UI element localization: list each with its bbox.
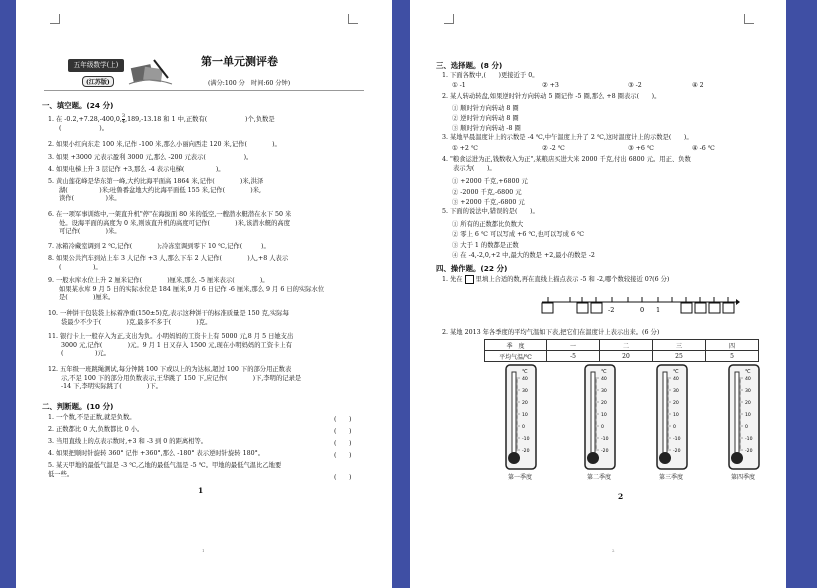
- question-6-line-b: 处。设海平面的高度为 0 米,则该直升机的高度可记作( )米,该潜水艇的高度: [59, 219, 291, 227]
- answer-box: [681, 303, 692, 313]
- question-9-line-b: 如果某水库 9 月 5 日的实际水位是 184 厘米,9 月 6 日记作 -6 厘米,那么 9 月 6 日的实际水位: [59, 285, 325, 293]
- edition-label: (江苏版): [82, 76, 114, 87]
- thermometer-unit: ℃: [745, 369, 751, 375]
- judge-5-line-a: 5. 某天甲地的最低气温是 -3 ℃,乙地的最低气温是 -5 ℃。甲地的最低气温比乙地要: [48, 462, 282, 469]
- thermometer-bulb: [659, 452, 671, 464]
- tick-label-0: 0: [640, 306, 645, 314]
- question-4: 4. 如果电梯上升 3 层记作 +3,那么 -4 表示电梯( )。: [48, 166, 225, 173]
- choice-5: 5. 下面的说法中,错误的是( )。: [442, 208, 539, 215]
- judge-3: 3. 当用直线上的点表示数时,+3 和 -3 到 0 的距离相等。: [48, 438, 208, 445]
- thermometer-tick-label: 10: [522, 413, 528, 418]
- table-cell: 平均气温/℃: [485, 351, 547, 362]
- thermometer-1: [505, 364, 539, 476]
- table-header-cell: 三: [653, 340, 706, 351]
- choice-3-option-3: ③ +6 ℃: [628, 145, 654, 152]
- section-choice: 三、选择题。(8 分): [436, 61, 503, 70]
- choice-2-option-3: ③ 顺时针方向转动 -8 圈: [452, 125, 521, 132]
- thermometer-tick-label: -20: [522, 449, 530, 454]
- answer-paren: ( ): [334, 428, 352, 435]
- thermometer-unit: ℃: [522, 369, 528, 375]
- thermometer-bulb: [587, 452, 599, 464]
- answer-box: [591, 303, 602, 313]
- question-11-line-b: 3000 元,记作( )元。9 月 1 日又存入 1500 元,现在小明妈妈的工资卡上有: [61, 341, 293, 349]
- thermometer-tick-label: -20: [745, 449, 753, 454]
- tick-label-1: 1: [656, 306, 661, 314]
- fraction-numerator: 3: [121, 113, 126, 119]
- section-fill-in: 一、填空题。(24 分): [42, 101, 114, 110]
- thermometer-tick-label: -10: [522, 437, 530, 442]
- choice-4-option-1: ① +2000 千克,+6800 元: [452, 178, 528, 185]
- page-title: 第一单元测评卷: [201, 55, 278, 68]
- operation-2: 2. 某地 2013 年各季度的平均气温如下表,把它们在温度计上表示出来。(6 分): [442, 329, 660, 336]
- choice-5-option-4: ④ 在 -4,-2,0,+2 中,最大的数是 +2,最小的数是 -2: [452, 252, 595, 259]
- book-pencil-illustration: [124, 58, 174, 88]
- question-8-line-a: 8. 如果公共汽车到站上车 3 人记作 +3 人,那么下车 2 人记作( )人,+8 人表示: [48, 255, 289, 262]
- question-1-text-a: 1. 在 -0.2,+7.28,-400,0,: [48, 116, 122, 123]
- judge-5: [48, 462, 366, 479]
- question-11-line-a: 11. 银行卡上一般存入为正,支出为负。小明妈妈的工资卡上有 5000 元,8 月 5 日她支出: [48, 333, 294, 340]
- page-1: [16, 0, 392, 588]
- number-line: [540, 292, 740, 316]
- fraction-denominator: 4: [121, 119, 126, 125]
- choice-3-option-1: ① +2 ℃: [452, 145, 478, 152]
- judge-2: 2. 正数都比 0 大,负数都比 0 小。: [48, 426, 144, 433]
- section-true-false: 二、判断题。(10 分): [42, 402, 114, 411]
- question-1-text-b: ,189,-13.18 和 1 中,正数有( )个,负数是: [125, 116, 275, 123]
- thermometer-tick-label: 40: [673, 377, 679, 382]
- choice-1-option-4: ④ 2: [692, 82, 704, 89]
- thermometer-3: [656, 364, 690, 476]
- header-divider: [44, 90, 364, 91]
- temperature-table: [484, 339, 759, 362]
- thermometer-2: [584, 364, 618, 476]
- answer-paren: ( ): [334, 416, 352, 423]
- thermometer-unit: ℃: [601, 369, 607, 375]
- choice-2: 2. 某人转动转盘,如果逆时针方向转动 5 圈记作 -5 圈,那么 +8 圈表示( )。: [442, 93, 661, 100]
- choice-1: 1. 下面各数中,( )更接近于 0。: [442, 72, 539, 79]
- operation-1-text-a: 1. 先在: [442, 276, 463, 283]
- question-11: [48, 333, 366, 359]
- section-operation: 四、操作题。(22 分): [436, 264, 508, 273]
- table-cell: -5: [547, 351, 600, 362]
- thermometer-tube: [512, 372, 516, 454]
- table-header-cell: 季 度: [485, 340, 547, 351]
- question-5-line-c: 读作( )米。: [59, 195, 121, 202]
- choice-5-option-3: ③ 大于 1 的数都是正数: [452, 242, 519, 249]
- thermometer-tick-label: 40: [745, 377, 751, 382]
- choice-5-option-1: ① 所有的正数都比负数大: [452, 221, 524, 228]
- thermometer-tick-label: 0: [745, 425, 748, 430]
- question-10-line-b: 袋最少不少于( )克,最多不多于( )克。: [61, 318, 212, 326]
- question-6: [48, 211, 366, 237]
- page-number: 1: [198, 486, 204, 495]
- question-10-line-a: 10. 一种饼干包装袋上标着净重(150±5)克,表示这种饼干的标准质量是 150 克,实际每: [48, 310, 289, 317]
- thermometer-unit: ℃: [673, 369, 679, 375]
- footer-number: 2: [612, 548, 615, 553]
- judge-5-line-b: 低一些。: [48, 470, 74, 478]
- thermometer-bulb: [731, 452, 743, 464]
- choice-1-option-1: ① -1: [452, 82, 466, 89]
- thermometer-tick-label: 30: [673, 389, 679, 394]
- question-12-line-a: 12. 五年级一班跳绳测试,每分钟跳 100 下或以上的为达标,超过 100 下的部分用正数表: [48, 366, 292, 373]
- table-row: [485, 351, 759, 362]
- choice-3-option-2: ② -2 ℃: [542, 145, 565, 152]
- question-8-line-b: ( )。: [59, 263, 102, 271]
- footer-number: 1: [202, 548, 205, 553]
- thermometer-label-q4: 第四季度: [730, 474, 755, 481]
- thermometer-label-q3: 第三季度: [658, 474, 683, 481]
- table-header-cell: 二: [600, 340, 653, 351]
- crop-mark: [444, 14, 454, 24]
- page-2: [410, 0, 786, 588]
- thermometer-tick-label: -20: [673, 449, 681, 454]
- answer-paren: ( ): [334, 440, 352, 447]
- answer-paren: ( ): [334, 452, 352, 459]
- crop-mark: [744, 14, 754, 24]
- choice-4-line-a: 4. "粮食运进为正,钱数收入为正",某粮店买进大米 2000 千克,付出 6800 元。用正、负数: [442, 156, 691, 163]
- thermometer-tick-label: 30: [745, 389, 751, 394]
- answer-box: [465, 275, 474, 284]
- thermometer-tick-label: -10: [745, 437, 753, 442]
- question-9-line-a: 9. 一般水库水位上升 2 厘米记作( )厘米,那么 -5 厘米表示( )。: [48, 277, 269, 284]
- question-1: [48, 114, 366, 134]
- question-9: [48, 277, 366, 303]
- table-cell: 5: [706, 351, 759, 362]
- choice-1-option-3: ③ -2: [628, 82, 642, 89]
- answer-box: [542, 303, 553, 313]
- thermometer-tick-label: 0: [601, 425, 604, 430]
- thermometer-tick-label: 20: [673, 401, 679, 406]
- answer-box: [577, 303, 588, 313]
- thermometer-tick-label: 40: [522, 377, 528, 382]
- tick-label-minus-2: -2: [608, 306, 615, 314]
- thermometer-tick-label: 0: [522, 425, 525, 430]
- choice-4-option-2: ② -2000 千克,-6800 元: [452, 189, 522, 196]
- thermometer-label-q2: 第二季度: [586, 474, 611, 481]
- thermometer-tube: [591, 372, 595, 454]
- judge-4: 4. 如果把顺时针旋转 360° 记作 +360°,那么 -180° 表示逆时针旋转 180°。: [48, 450, 265, 457]
- choice-4: [442, 156, 760, 173]
- question-1-text-c: ( )。: [59, 125, 108, 132]
- choice-5-option-2: ② 零上 6 ℃ 可以写成 +6 ℃,也可以写成 6 ℃: [452, 231, 585, 238]
- thermometer-4: [728, 364, 762, 476]
- page-subtitle: (满分:100 分 时间:60 分钟): [208, 80, 291, 87]
- answer-box: [709, 303, 720, 313]
- table-header-cell: 一: [547, 340, 600, 351]
- thermometer-tick-label: 30: [522, 389, 528, 394]
- answer-box: [723, 303, 734, 313]
- thermometer-tube: [663, 372, 667, 454]
- thermometer-tick-label: -20: [601, 449, 609, 454]
- operation-1-text-b: 里填上合适的数,再在直线上描点表示 -5 和 -2,哪个数较接近 0?(6 分): [475, 276, 670, 283]
- choice-2-option-2: ② 逆时针方向转动 8 圈: [452, 115, 519, 122]
- thermometer-bulb: [508, 452, 520, 464]
- question-6-line-a: 6. 在一项军事训练中,一架直升机"停"在海拔面 80 米的低空,一艘潜水艇潜在水下 50 米: [48, 211, 292, 218]
- question-6-line-c: 可记作( )米。: [59, 228, 121, 235]
- choice-3-option-4: ④ -6 ℃: [692, 145, 715, 152]
- question-5-line-b: 湖( )米;吐鲁番盆地大约比海平面低 155 米,记作( )米,: [59, 186, 261, 194]
- thermometer-tick-label: 20: [601, 401, 607, 406]
- choice-4-line-b: 表示为( )。: [453, 164, 496, 172]
- choice-4-option-3: ③ +2000 千克,-6800 元: [452, 199, 525, 206]
- question-10: [48, 310, 366, 327]
- table-header-cell: 四: [706, 340, 759, 351]
- table-header-row: [485, 340, 759, 351]
- crop-mark: [348, 14, 358, 24]
- question-9-line-c: 是( )厘米。: [59, 294, 115, 301]
- thermometer-tick-label: -10: [673, 437, 681, 442]
- question-7: 7. 冰箱冷藏室调到 2 ℃,记作( );冷冻室调到零下 10 ℃,记作( )。: [48, 243, 270, 250]
- operation-1: [442, 275, 760, 285]
- thermometer-tick-label: 10: [673, 413, 679, 418]
- table-cell: 20: [600, 351, 653, 362]
- grade-badge: 五年级数学(上): [68, 59, 124, 72]
- question-5: [48, 178, 366, 204]
- judge-1: 1. 一个数,不是正数,就是负数。: [48, 414, 136, 421]
- thermometer-tick-label: -10: [601, 437, 609, 442]
- thermometer-tick-label: 0: [673, 425, 676, 430]
- question-12: [48, 366, 366, 392]
- thermometer-tick-label: 40: [601, 377, 607, 382]
- thermometer-tube: [735, 372, 739, 454]
- question-8: [48, 255, 366, 272]
- thermometer-tick-label: 30: [601, 389, 607, 394]
- crop-mark: [50, 14, 60, 24]
- table-cell: 25: [653, 351, 706, 362]
- thermometer-tick-label: 20: [745, 401, 751, 406]
- question-5-line-a: 5. 黄山莲花峰是华东第一峰,大约比海平面高 1864 米,记作( )米,洪泽: [48, 178, 264, 185]
- thermometer-tick-label: 10: [601, 413, 607, 418]
- choice-2-option-1: ① 顺时针方向转动 8 圈: [452, 105, 519, 112]
- question-12-line-c: -14 下,李明实际跳了( )下。: [61, 383, 162, 390]
- question-3: 3. 如果 +3000 元表示盈利 3000 元,那么 -200 元表示( )。: [48, 154, 253, 161]
- choice-3: 3. 某地早晨温度计上的示数是 -4 ℃,中午温度上升了 2 ℃,这时温度计上的示数是( )。: [442, 134, 693, 141]
- question-12-line-b: 示,不足 100 下的部分用负数表示,王华跳了 150 下,应记作( )下,李明的记录是: [61, 374, 302, 382]
- page-number: 2: [618, 492, 624, 501]
- question-2: 2. 如果小红向东走 100 米,记作 -100 米,那么小丽向西走 120 米,记作( )。: [48, 141, 281, 148]
- question-11-line-c: ( )元。: [61, 350, 110, 357]
- answer-paren: ( ): [334, 474, 352, 481]
- answer-box: [695, 303, 706, 313]
- thermometer-tick-label: 20: [522, 401, 528, 406]
- thermometer-tick-label: 10: [745, 413, 751, 418]
- choice-1-option-2: ② +3: [542, 82, 559, 89]
- thermometer-label-q1: 第一季度: [507, 474, 532, 481]
